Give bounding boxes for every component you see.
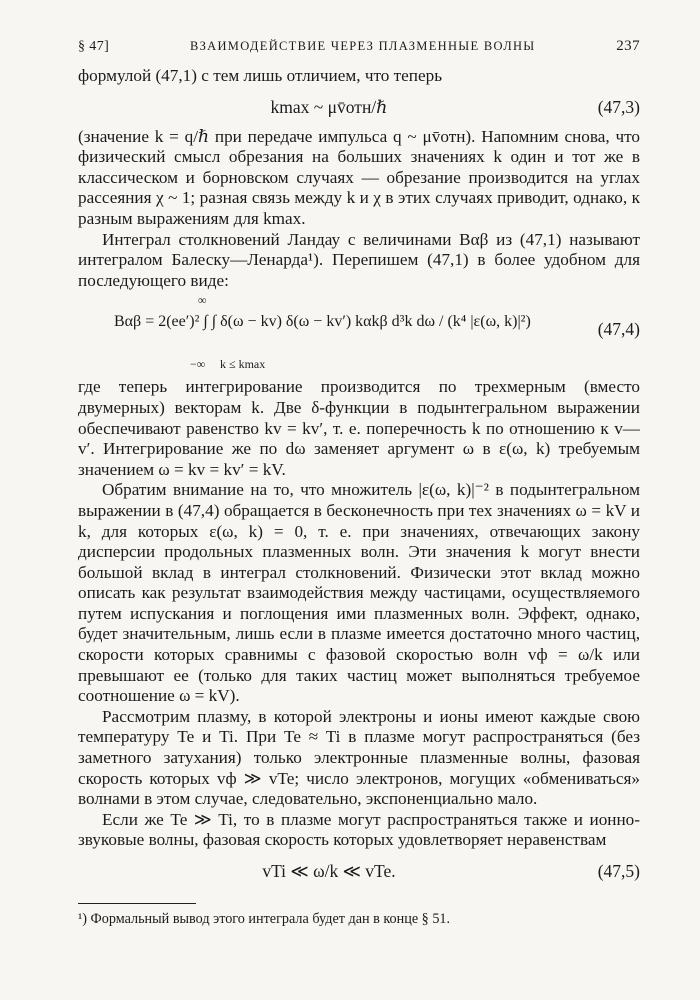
lower-limit-1: −∞ — [190, 357, 206, 372]
section-ref: § 47] — [78, 39, 110, 54]
equation-47-4-number: (47,4) — [597, 319, 640, 340]
running-title: ВЗАИМОДЕЙСТВИЕ ЧЕРЕЗ ПЛАЗМЕННЫЕ ВОЛНЫ — [189, 39, 536, 53]
page-header — [78, 38, 640, 66]
equation-47-4 — [78, 291, 640, 377]
page — [78, 38, 640, 928]
equation-47-5-number: (47,5) — [597, 861, 640, 881]
equation-47-3 — [78, 87, 640, 127]
paragraph-3: Интеграл столкновений Ландау с величинами Bαβ из (47,1) называют интегралом Балеску—Ленарда¹). Перепишем (47,1) в более удобном для последующего виде: — [78, 229, 640, 290]
equation-47-4-formula: Bαβ = 2(ee′)² ∫ ∫ δ(ω − kv) δ(ω − kv′) kαkβ d³k dω / (k⁴ |ε(ω, k)|²) — [114, 313, 531, 331]
equation-47-3-formula: kmax ~ μv̄отн/ℏ — [270, 96, 388, 117]
equation-47-5 — [78, 851, 640, 891]
paragraph-5: Обратим внимание на то, что множитель |ε(ω, k)|⁻² в подынтегральном выражении в (47,4) обращается в бесконечность при тех значениях ω = kV и k, для которых ε(ω, k) = 0, т. е. при значениях, отвечающих закону дисперсии продольных плазменных волн. Эти значения k могут внести большой вклад в интеграл столкновений. Физически этот вклад можно описать как результат взаимодействия между частицами, осуществляемого путем испускания и поглощения ими плазменных волн. Эффект, однако, будет значительным, лишь если в плазме имеется достаточно много частиц, скорости которых сравнимы с фазовой скоростью волн vф = ω/k или превышают ее (только для таких частиц может выполняться требуемое соотношение ω = kV). — [78, 480, 640, 706]
paragraph-2: (значение k = q/ℏ при передаче импульса q ~ μv̄отн). Напомним снова, что физический смысл обрезания на больших значениях k один и тот же в классическом и борновском случаях — обрезание производится на углах рассеяния χ ~ 1; разная связь между k и χ в этих случаях приводит, однако, к разным выражениям для kmax. — [78, 126, 640, 228]
footnote-divider — [78, 903, 196, 904]
equation-47-5-formula: vTi ≪ ω/k ≪ vTe. — [262, 861, 396, 881]
paragraph-4: где теперь интегрирование производится по трехмерным (вместо двумерных) векторам k. Две δ-функции в подынтегральном выражении обеспечивают равенство kv = kv′, т. е. поперечность k по отношению к v—v′. Интегрирование же по dω заменяет аргумент ω в ε(ω, k) требуемым значением ω = kv = kv′ = kV. — [78, 377, 640, 479]
paragraph-7: Если же Te ≫ Ti, то в плазме могут распространяться также и ионно-звуковые волны, фазовая скорость которых удовлетворяет неравенствам — [78, 809, 640, 850]
lower-limit-2: k ≤ kmax — [220, 357, 266, 372]
paragraph-6: Рассмотрим плазму, в которой электроны и ионы имеют каждые свою температуру Te и Ti. При Te ≈ Ti в плазме могут распространяться (без заметного затухания) только электронные плазменные волны, фазовая скорость которых vф ≫ vTe; число электронов, могущих «обмениваться» волнами в этом случае, следовательно, экспоненциально мало. — [78, 706, 640, 809]
paragraph-1: формулой (47,1) с тем лишь отличием, что теперь — [78, 66, 443, 85]
footnote: ¹) Формальный вывод этого интеграла будет дан в конце § 51. — [78, 911, 451, 927]
page-number: 237 — [616, 38, 640, 54]
upper-limit: ∞ — [198, 293, 207, 308]
equation-47-3-number: (47,3) — [597, 96, 640, 117]
